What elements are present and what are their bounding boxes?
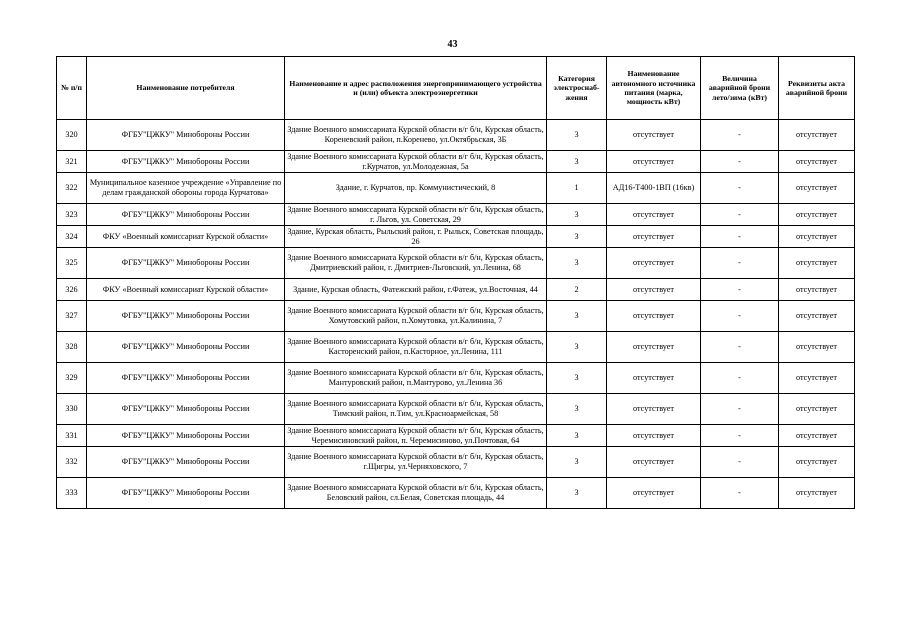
cell-category: 3 [547,151,607,173]
cell-act: отсутствует [779,248,855,279]
cell-number: 323 [57,204,87,226]
header-power-source: Наименование автономного источника питания (марка, мощность кВт) [607,57,701,120]
cell-reserve: - [701,332,779,363]
cell-address: Здание, Курская область, Фатежский район, г.Фатеж, ул.Восточная, 44 [285,279,547,301]
cell-act: отсутствует [779,226,855,248]
cell-power-source: отсутствует [607,363,701,394]
cell-reserve: - [701,248,779,279]
cell-act: отсутствует [779,363,855,394]
cell-address: Здание Военного комиссариата Курской области в/г б/н, Курская область, г.Курчатов, ул.Молодежная, 5а [285,151,547,173]
table-row [57,332,855,363]
cell-number: 329 [57,363,87,394]
cell-address: Здание Военного комиссариата Курской области в/г б/н, Курская область, Кореневский район, п.Коренево, ул.Октябрьская, 3Б [285,120,547,151]
cell-consumer: ФГБУ"ЦЖКУ" Минобороны России [87,478,285,509]
cell-act: отсутствует [779,120,855,151]
cell-act: отсутствует [779,301,855,332]
header-number: № п/п [57,57,87,120]
cell-category: 3 [547,120,607,151]
cell-category: 2 [547,279,607,301]
cell-consumer: ФКУ «Военный комиссариат Курской области» [87,226,285,248]
cell-consumer: ФГБУ"ЦЖКУ" Минобороны России [87,151,285,173]
cell-act: отсутствует [779,394,855,425]
cell-number: 330 [57,394,87,425]
cell-category: 3 [547,248,607,279]
header-category: Категория электроснаб-жения [547,57,607,120]
table-row [57,363,855,394]
cell-category: 3 [547,363,607,394]
cell-act: отсутствует [779,151,855,173]
cell-address: Здание Военного комиссариата Курской области в/г б/н, Курская область, Тимский район, п.Тим, ул.Красноармейская, 58 [285,394,547,425]
cell-number: 325 [57,248,87,279]
table-row [57,248,855,279]
cell-power-source: отсутствует [607,204,701,226]
cell-consumer: ФГБУ"ЦЖКУ" Минобороны России [87,363,285,394]
cell-consumer: ФГБУ"ЦЖКУ" Минобороны России [87,204,285,226]
cell-number: 333 [57,478,87,509]
cell-number: 321 [57,151,87,173]
cell-address: Здание, Курская область, Рыльский район, г. Рыльск, Советская площадь, 26 [285,226,547,248]
cell-category: 3 [547,226,607,248]
cell-consumer: ФГБУ"ЦЖКУ" Минобороны России [87,394,285,425]
header-act: Реквизиты акта аварийной брони [779,57,855,120]
cell-reserve: - [701,151,779,173]
cell-address: Здание Военного комиссариата Курской области в/г б/н, Курская область, Черемисиновский район, п. Черемисиново, ул.Почтовая, 64 [285,425,547,447]
cell-consumer: ФГБУ"ЦЖКУ" Минобороны России [87,248,285,279]
cell-reserve: - [701,363,779,394]
cell-address: Здание Военного комиссариата Курской области в/г б/н, Курская область, Касторенский район, п.Касторное, ул.Ленина, 111 [285,332,547,363]
cell-reserve: - [701,226,779,248]
cell-act: отсутствует [779,204,855,226]
cell-consumer: Муниципальное казенное учреждение «Управление по делам гражданской обороны города Курчатова» [87,173,285,204]
cell-number: 320 [57,120,87,151]
page-number: 43 [447,39,458,50]
table-row [57,120,855,151]
cell-number: 322 [57,173,87,204]
cell-category: 3 [547,301,607,332]
table-header-row [57,57,855,120]
table-row [57,204,855,226]
table-row [57,226,855,248]
cell-power-source: отсутствует [607,447,701,478]
cell-consumer: ФГБУ"ЦЖКУ" Минобороны России [87,120,285,151]
cell-consumer: ФКУ «Военный комиссариат Курской области» [87,279,285,301]
cell-power-source: отсутствует [607,478,701,509]
cell-reserve: - [701,301,779,332]
cell-consumer: ФГБУ"ЦЖКУ" Минобороны России [87,425,285,447]
table-row [57,173,855,204]
cell-reserve: - [701,425,779,447]
cell-number: 328 [57,332,87,363]
cell-power-source: отсутствует [607,120,701,151]
cell-reserve: - [701,394,779,425]
cell-act: отсутствует [779,279,855,301]
cell-power-source: отсутствует [607,279,701,301]
cell-address: Здание Военного комиссариата Курской области в/г б/н, Курская область, Дмитриевский район, г. Дмитриев-Льговский, ул.Ленина, 68 [285,248,547,279]
cell-act: отсутствует [779,447,855,478]
cell-category: 3 [547,425,607,447]
cell-consumer: ФГБУ"ЦЖКУ" Минобороны России [87,301,285,332]
cell-reserve: - [701,120,779,151]
cell-power-source: отсутствует [607,332,701,363]
table-body [57,120,855,509]
reserve-table [56,56,855,509]
header-address: Наименование и адрес расположения энергопринимающего устройства и (или) объекта электроэнергетики [285,57,547,120]
cell-power-source: отсутствует [607,151,701,173]
cell-number: 326 [57,279,87,301]
table-row [57,279,855,301]
cell-power-source: отсутствует [607,248,701,279]
cell-category: 3 [547,478,607,509]
cell-act: отсутствует [779,425,855,447]
cell-number: 324 [57,226,87,248]
cell-address: Здание, г. Курчатов, пр. Коммунистический, 8 [285,173,547,204]
cell-power-source: отсутствует [607,301,701,332]
cell-consumer: ФГБУ"ЦЖКУ" Минобороны России [87,332,285,363]
cell-reserve: - [701,478,779,509]
cell-number: 332 [57,447,87,478]
cell-act: отсутствует [779,478,855,509]
cell-address: Здание Военного комиссариата Курской области в/г б/н, Курская область, г.Щигры, ул.Черняховского, 7 [285,447,547,478]
cell-power-source: АД16-Т400-1ВП (16кв) [607,173,701,204]
cell-address: Здание Военного комиссариата Курской области в/г б/н, Курская область, Мантуровский район, п.Мантурово, ул.Ленина 36 [285,363,547,394]
cell-number: 327 [57,301,87,332]
cell-category: 3 [547,394,607,425]
cell-number: 331 [57,425,87,447]
table-row [57,478,855,509]
cell-reserve: - [701,279,779,301]
cell-category: 1 [547,173,607,204]
cell-reserve: - [701,204,779,226]
cell-act: отсутствует [779,173,855,204]
cell-category: 3 [547,332,607,363]
cell-address: Здание Военного комиссариата Курской области в/г б/н, Курская область, Хомутовский район, п.Хомутовка, ул.Калинина, 7 [285,301,547,332]
cell-reserve: - [701,173,779,204]
cell-act: отсутствует [779,332,855,363]
table-row [57,394,855,425]
cell-consumer: ФГБУ"ЦЖКУ" Минобороны России [87,447,285,478]
table-row [57,425,855,447]
cell-address: Здание Военного комиссариата Курской области в/г б/н, Курская область, Беловский район, сл.Белая, Советская площадь, 44 [285,478,547,509]
header-reserve: Величина аварийной брони лето/зима (кВт) [701,57,779,120]
cell-power-source: отсутствует [607,226,701,248]
cell-category: 3 [547,204,607,226]
cell-address: Здание Военного комиссариата Курской области в/г б/н, Курская область, г. Льгов, ул. Советская, 29 [285,204,547,226]
table-row [57,151,855,173]
cell-power-source: отсутствует [607,425,701,447]
table-row [57,447,855,478]
header-consumer: Наименование потребителя [87,57,285,120]
cell-reserve: - [701,447,779,478]
cell-category: 3 [547,447,607,478]
table-row [57,301,855,332]
cell-power-source: отсутствует [607,394,701,425]
